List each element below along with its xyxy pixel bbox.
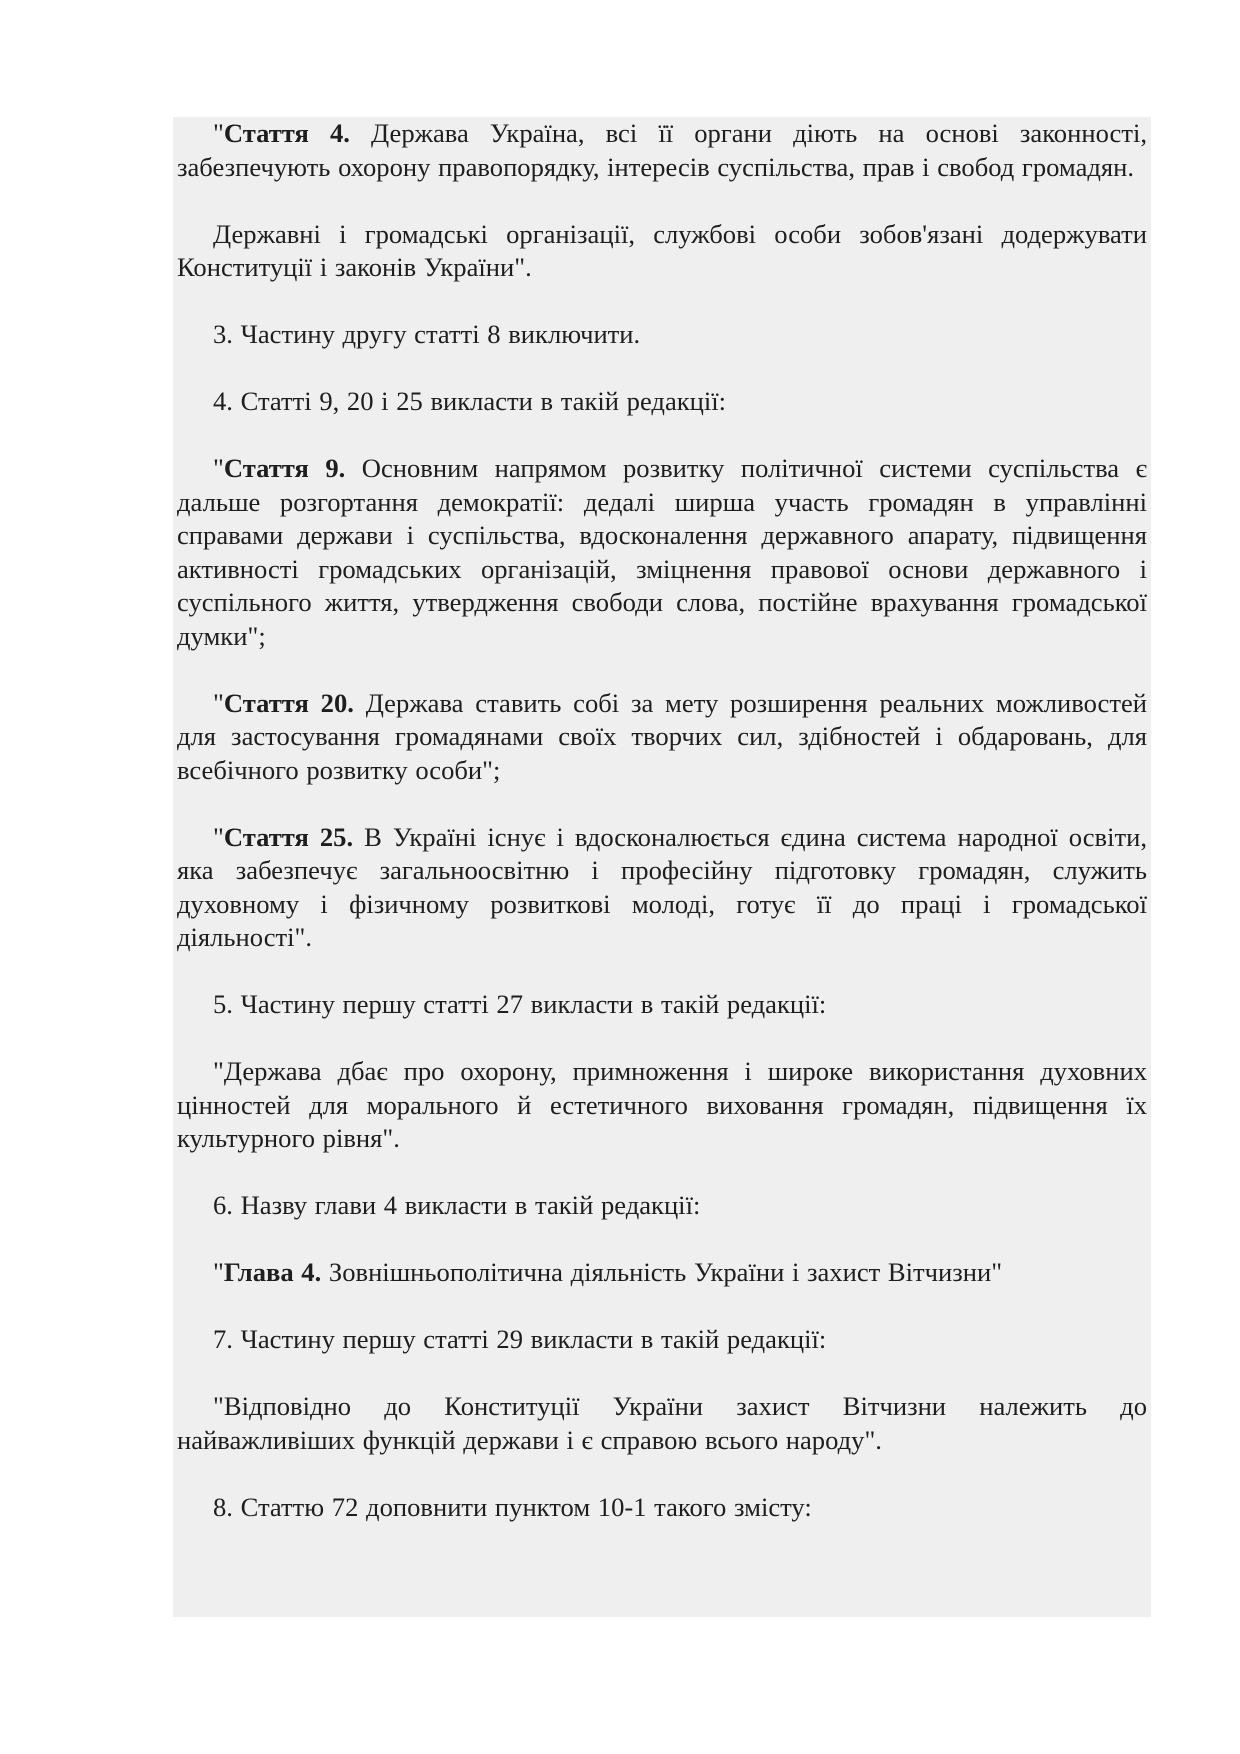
paragraph-text: Держава Україна, всі її органи діють на основі законності, забезпечують охорону правопорядку, інтересів суспільства, прав і свобод громадян. bbox=[177, 118, 1147, 182]
paragraph-text: Основним напрямом розвитку політичної системи суспільства є дальше розгортання демократії: дедалі ширша участь громадян в управлінні справами держави і суспільства, вдосконалення державного апарату, підвищення активності громадських організацій, зміцнення правової основи державного і суспільного життя, утвердження свободи слова, постійне врахування громадської думки"; bbox=[177, 453, 1147, 651]
paragraph-article-4 bbox=[177, 117, 1147, 184]
paragraph-text: "Держава дбає про охорону, примноження і широке використання духовних цінностей для морального й естетичного виховання громадян, підвищення їх культурного рівня". bbox=[177, 1056, 1147, 1153]
paragraph-article-20 bbox=[177, 687, 1147, 788]
quote-open: " bbox=[213, 453, 224, 483]
paragraph-item-5 bbox=[177, 988, 1147, 1022]
article-heading: Стаття 9. bbox=[223, 453, 346, 483]
chapter-heading: Глава 4. bbox=[223, 1257, 322, 1287]
paragraph-article-9 bbox=[177, 452, 1147, 653]
paragraph-item-8 bbox=[177, 1491, 1147, 1525]
article-heading: Стаття 4. bbox=[223, 118, 350, 148]
paragraph-text: Державні і громадські організації, службові особи зобов'язані додержувати Конституції і законів України". bbox=[177, 218, 1147, 282]
paragraph-item-7 bbox=[177, 1323, 1147, 1357]
article-heading: Стаття 25. bbox=[223, 821, 354, 852]
paragraph-text: Держава ставить собі за мету розширення реальних можливостей для застосування громадянами своїх творчих сил, здібностей і обдаровань, для всебічного розвитку особи"; bbox=[177, 687, 1147, 785]
paragraph-text: 4. Статті 9, 20 і 25 викласти в такій редакції: bbox=[213, 386, 727, 416]
quote-open: " bbox=[213, 118, 224, 148]
paragraph-text: "Відповідно до Конституції України захист Вітчизни належить до найважливіших функцій держави і є справою всього народу". bbox=[177, 1391, 1147, 1455]
paragraph-article-25 bbox=[177, 821, 1147, 955]
paragraph-text: 3. Частину другу статті 8 виключити. bbox=[213, 319, 641, 349]
paragraph-text: 7. Частину першу статті 29 викласти в такій редакції: bbox=[213, 1324, 827, 1354]
paragraph-article-27 bbox=[177, 1055, 1147, 1156]
paragraph-chapter-4 bbox=[177, 1256, 1147, 1290]
paragraph-article-29 bbox=[177, 1390, 1147, 1457]
document-text-block bbox=[173, 117, 1151, 1617]
quote-open: " bbox=[213, 821, 224, 852]
paragraph-item-4 bbox=[177, 385, 1147, 419]
paragraph-text: 5. Частину першу статті 27 викласти в такій редакції: bbox=[213, 989, 827, 1019]
paragraph-list bbox=[177, 117, 1147, 1558]
paragraph-text: 8. Статтю 72 доповнити пунктом 10-1 такого змісту: bbox=[213, 1491, 812, 1522]
paragraph-text: Зовнішньополітична діяльність України і захист Вітчизни" bbox=[321, 1257, 1003, 1287]
paragraph-text: В Україні існує і вдосконалюється єдина система народної освіти, яка забезпечує загальноосвітню і професійну підготовку громадян, служить духовному і фізичному розвиткові молоді, готує її до праці і громадської діяльності". bbox=[177, 821, 1148, 952]
article-heading: Стаття 20. bbox=[223, 687, 354, 718]
quote-open: " bbox=[213, 1257, 224, 1287]
paragraph-item-3 bbox=[177, 318, 1147, 352]
paragraph-item-6 bbox=[177, 1189, 1147, 1223]
paragraph-text: 6. Назву глави 4 викласти в такій редакції: bbox=[213, 1190, 701, 1220]
quote-open: " bbox=[213, 687, 224, 718]
paragraph-article-4-part-2 bbox=[177, 218, 1147, 285]
